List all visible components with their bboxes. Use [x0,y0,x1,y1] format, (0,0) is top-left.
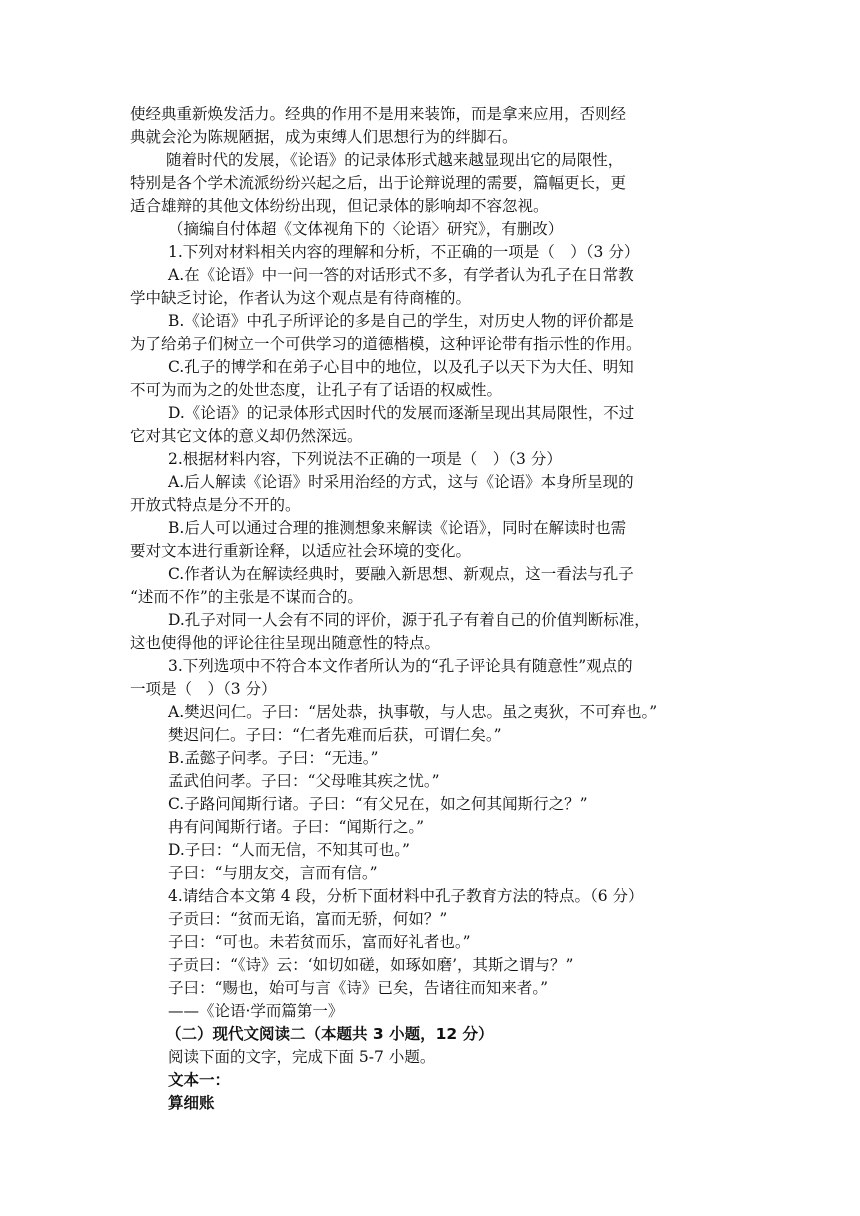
question-2-option-b: B.后人可以通过合理的推测想象来解读《论语》，同时在解读时也需 [168,519,627,537]
question-4-stem: 4.请结合本文第 4 段，分析下面材料中孔子教育方法的特点。（6 分） [168,887,644,905]
quote-source: ——《论语·学而篇第一》 [168,1002,344,1020]
question-2-option-c: C.作者认为在解读经典时，要融入新思想、新观点，这一看法与孔子 [168,565,634,583]
question-3-stem: 3.下列选项中不符合本文作者所认为的“孔子评论具有随意性”观点的 [168,657,633,675]
text-line: 适合雄辩的其他文体纷纷出现，但记录体的影响却不容忽视。 [130,197,549,215]
text-one-label: 文本一： [168,1071,231,1089]
question-3-option-a: A.樊迟问仁。子曰：“居处恭，执事敬，与人忠。虽之夷狄，不可弃也。” [168,703,658,721]
question-2-stem: 2.根据材料内容，下列说法不正确的一项是（ ）（3 分） [168,450,562,468]
quote-line: 子曰：“可也。未若贫而乐，富而好礼者也。” [168,933,471,951]
text-line: 使经典重新焕发活力。经典的作用不是用来装饰，而是拿来应用，否则经 [130,105,627,123]
section-heading: （二）现代文阅读二（本题共 3 小题，12 分） [166,1025,494,1043]
question-2-option-a: A.后人解读《论语》时采用治经的方式，这与《论语》本身所呈现的 [168,473,634,491]
quote-line: 子曰：“赐也，始可与言《诗》已矣，告诸往而知来者。” [168,979,549,997]
question-3-option-c: C.子路问闻斯行诸。子曰：“有父兄在，如之何其闻斯行之？” [168,795,588,813]
text-line: 为了给弟子们树立一个可供学习的道德楷模，这种评论带有指示性的作用。 [130,335,642,353]
text-line: 学中缺乏讨论，作者认为这个观点是有待商榷的。 [130,289,472,307]
question-1-stem: 1.下列对材料相关内容的理解和分析，不正确的一项是（ ）（3 分） [168,243,640,261]
text-line: 典就会沦为陈规陋据，成为束缚人们思想行为的绊脚石。 [130,128,518,146]
text-line: 开放式特点是分不开的。 [130,496,301,514]
article-title: 算细账 [168,1094,215,1112]
text-line: 它对其它文体的意义却仍然深远。 [130,427,363,445]
instruction-text: 阅读下面的文字，完成下面 5-7 小题。 [168,1048,436,1066]
question-2-option-d: D.孔子对同一人会有不同的评价，源于孔子有着自己的价值判断标准， [168,611,650,629]
question-1-option-c: C.孔子的博学和在弟子心目中的地位，以及孔子以天下为大任、明知 [168,358,634,376]
text-line: 特别是各个学术流派纷纷兴起之后，出于论辩说理的需要，篇幅更长，更 [130,174,627,192]
question-1-option-a: A.在《论语》中一问一答的对话形式不多，有学者认为孔子在日常教 [168,266,634,284]
text-line: 不可为而为之的处世态度，让孔子有了话语的权威性。 [130,381,503,399]
question-3-option-d: D.子曰：“人而无信，不知其可也。” [168,841,410,859]
text-line: 一项是（ ）（3 分） [130,680,277,698]
quote-line: 子贡曰：“贫而无谄，富而无骄，何如？” [168,910,448,928]
question-1-option-b: B.《论语》中孔子所评论的多是自己的学生，对历史人物的评价都是 [168,312,634,330]
text-line: 孟武伯问孝。子曰：“父母唯其疾之忧。” [168,772,440,790]
question-1-option-d: D.《论语》的记录体形式因时代的发展而逐渐呈现出其局限性，不过 [168,404,635,422]
text-line: 冉有问闻斯行诸。子曰：“闻斯行之。” [168,818,425,836]
text-line: 随着时代的发展，《论语》的记录体形式越来越显现出它的局限性， [166,151,624,169]
text-line: 这也使得他的评论往往呈现出随意性的特点。 [130,634,441,652]
text-line: 子曰：“与朋友交，言而有信。” [168,864,378,882]
text-line: 樊迟问仁。子曰：“仁者先难而后获，可谓仁矣。” [168,726,502,744]
quote-line: 子贡曰：“《诗》云：‘如切如磋，如琢如磨’，其斯之谓与？” [168,956,574,974]
question-3-option-b: B.孟懿子问孝。子曰：“无违。” [168,749,379,767]
source-citation: （摘编自付体超《文体视角下的〈论语〉研究》，有删改） [168,220,564,238]
text-line: “述而不作”的主张是不谋而合的。 [130,588,363,606]
text-line: 要对文本进行重新诠释，以适应社会环境的变化。 [130,542,472,560]
